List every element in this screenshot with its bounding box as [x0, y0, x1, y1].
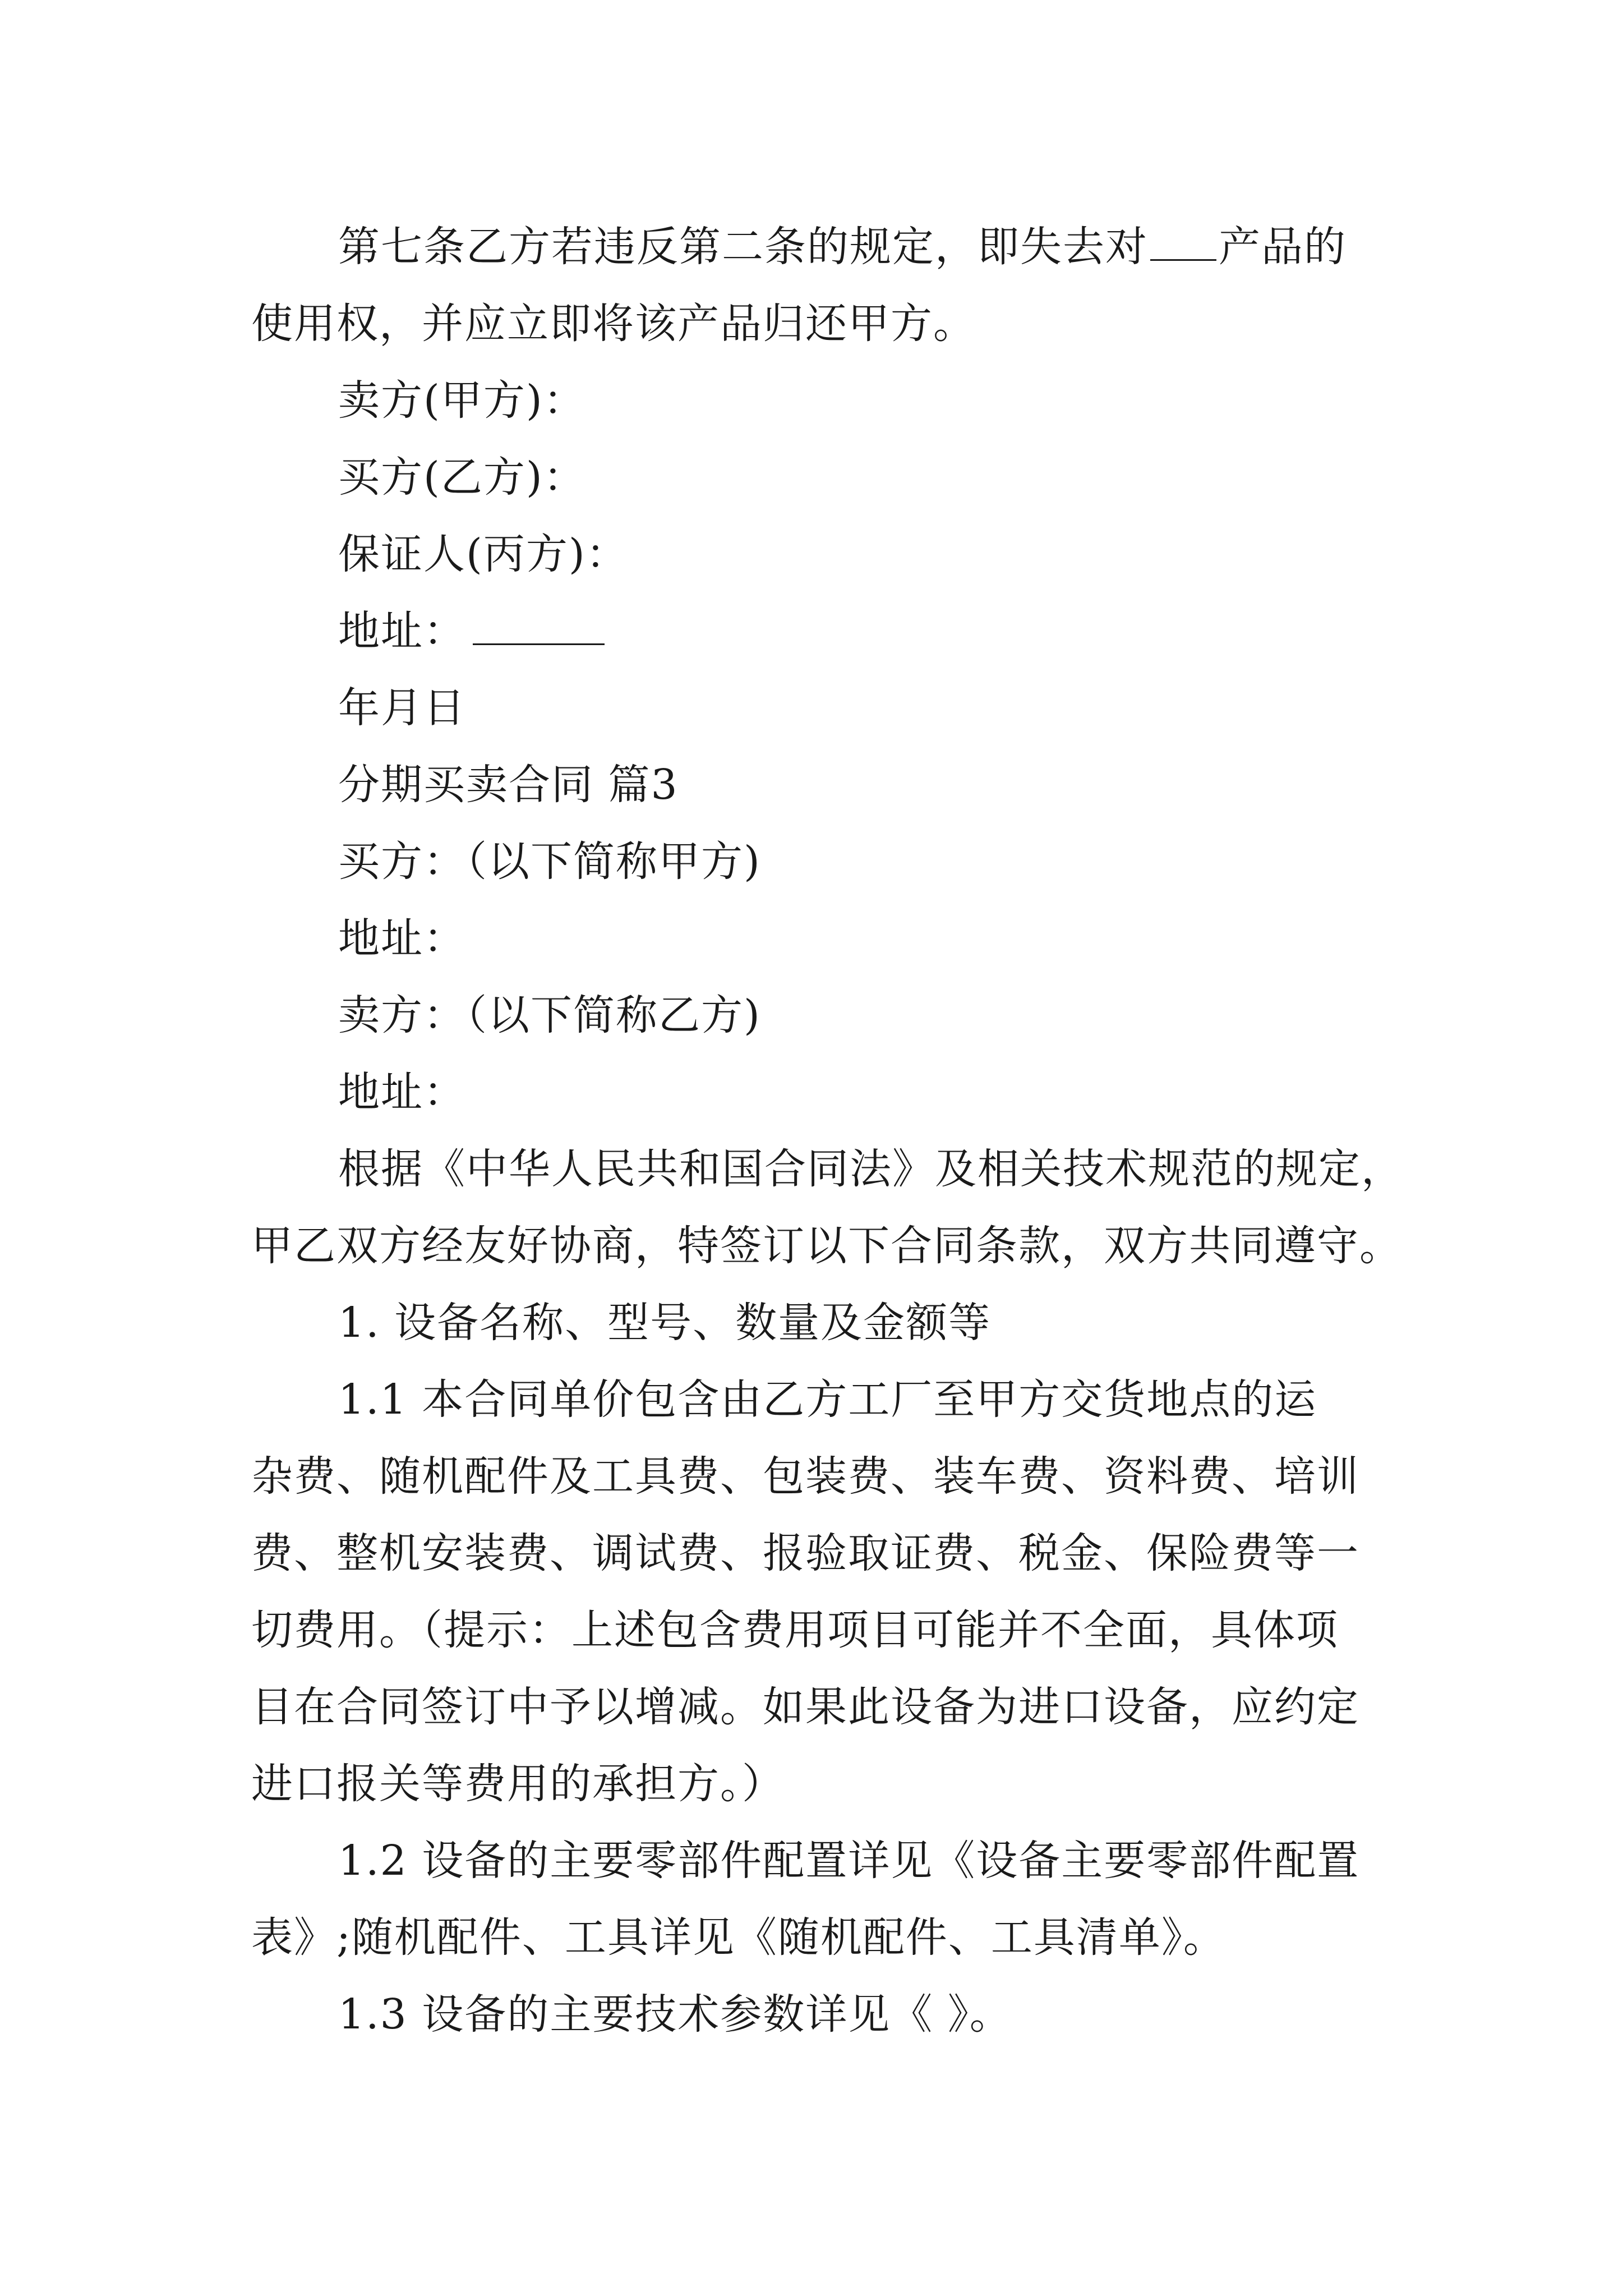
address-label: 地址：	[338, 607, 466, 655]
date-line: 年月日	[338, 684, 466, 732]
clause-1-1-line-3: 费、整机安装费、调试费、报验取证费、税金、保险费等一	[251, 1529, 1359, 1577]
address-blank	[473, 610, 605, 645]
clause-1-heading: 1. 设备名称、型号、数量及金额等	[338, 1299, 992, 1347]
document-page	[251, 209, 1404, 2053]
article-7-line-1	[251, 209, 1395, 286]
address-line-1	[251, 593, 1395, 670]
preamble-line-2: 甲乙双方经友好协商，特签订以下合同条款，双方共同遵守。	[251, 1222, 1402, 1270]
clause-1-3: 1.3 设备的主要技术参数详见《 》。	[338, 1990, 1012, 2039]
buyer-party-b-label: 买方(乙方)：	[338, 453, 586, 501]
guarantor-party-c-label: 保证人(丙方)：	[338, 530, 629, 578]
address-line-3: 地址：	[338, 1068, 466, 1116]
section-title: 分期买卖合同 篇3	[338, 761, 679, 809]
article-7-line-2: 使用权，并应立即将该产品归还甲方。	[251, 300, 976, 348]
clause-1-2-line-2: 表》;随机配件、工具详见《随机配件、工具清单》。	[251, 1913, 1226, 1962]
preamble-line-1: 根据《中华人民共和国合同法》及相关技术规范的规定，	[338, 1145, 1404, 1193]
clause-1-1-line-4: 切费用。（提示：上述包含费用项目可能并不全面，具体项	[251, 1606, 1339, 1654]
clause-1-2-line-1: 1.2 设备的主要零部件配置详见《设备主要零部件配置	[338, 1837, 1360, 1885]
seller-line: 卖方：（以下简称乙方)	[338, 991, 761, 1039]
buyer-line: 买方：（以下简称甲方)	[338, 838, 761, 886]
clause-1-1-line-5: 目在合同签订中予以增减。如果此设备为进口设备，应约定	[251, 1683, 1359, 1731]
clause-1-1-line-2: 杂费、随机配件及工具费、包装费、装车费、资料费、培训	[251, 1452, 1359, 1501]
address-line-2: 地址：	[338, 914, 466, 963]
seller-party-a-label: 卖方(甲方)：	[338, 376, 586, 425]
clause-1-1-line-1: 1.1 本合同单价包含由乙方工厂至甲方交货地点的运	[338, 1375, 1317, 1424]
article-7-text: 第七条乙方若违反第二条的规定，即失去对	[338, 223, 1148, 271]
article-7-text-end: 产品的	[1219, 223, 1347, 271]
fill-in-blank	[1150, 226, 1216, 261]
clause-1-1-line-6: 进口报关等费用的承担方。）	[251, 1760, 785, 1808]
